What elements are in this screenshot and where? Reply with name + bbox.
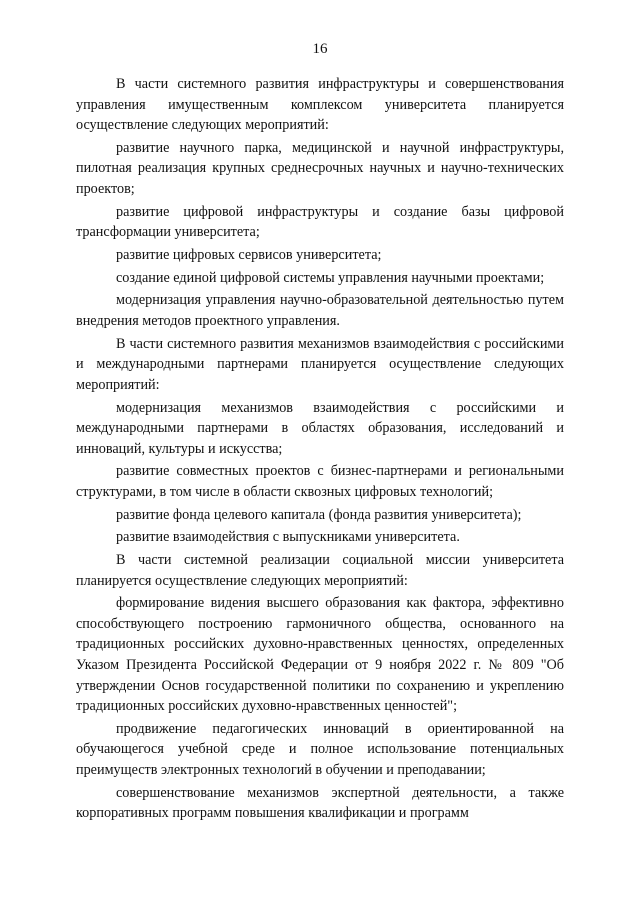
paragraph: модернизация управления научно-образовательной деятельностью путем внедрения методов проектного управления.: [76, 292, 564, 329]
paragraph: развитие совместных проектов с бизнес-партнерами и региональными структурами, в том числе в области сквозных цифровых технологий;: [76, 463, 564, 500]
paragraph: формирование видения высшего образования как фактора, эффективно способствующего построению гармоничного общества, основанного на традиционных российских духовно-нравственных ценностях, определенных Указом Президента Российской Федерации от 9 ноября 2022 г. № 809 "Об утверждении Основ государственной политики по сохранению и укреплению традиционных российских духовно-нравственных ценностей";: [76, 595, 564, 715]
paragraph: развитие научного парка, медицинской и научной инфраструктуры, пилотная реализация крупных среднесрочных научных и научно-технических проектов;: [76, 139, 564, 197]
page-number: 16: [312, 41, 328, 57]
paragraph: совершенствование механизмов экспертной деятельности, а также корпоративных программ повышения квалификации и программ: [76, 784, 564, 822]
paragraph: создание единой цифровой системы управления научными проектами;: [116, 269, 545, 286]
paragraph: развитие цифровых сервисов университета;: [116, 246, 382, 263]
paragraph: продвижение педагогических инноваций в ориентированной на обучающегося учебной среде и полное использование потенциальных преимуществ электронных технологий в обучении и преподавании;: [76, 720, 564, 778]
paragraph: В части системной реализации социальной миссии университета планируется осуществление следующих мероприятий:: [76, 552, 564, 589]
body-text: [76, 74, 564, 826]
paragraph: В части системного развития инфраструктуры и совершенствования управления имущественным комплексом университета планируется осуществление следующих мероприятий:: [76, 76, 564, 134]
paragraph: В части системного развития механизмов взаимодействия с российскими и международными партнерами планируется осуществление следующих мероприятий:: [76, 335, 564, 393]
paragraph: развитие взаимодействия с выпускниками университета.: [116, 529, 460, 546]
paragraph: развитие цифровой инфраструктуры и создание базы цифровой трансформации университета;: [76, 203, 564, 241]
paragraph: модернизация механизмов взаимодействия с российскими и международными партнерами в областях образования, исследований и инноваций, культуры и искусства;: [76, 399, 564, 457]
paragraph: развитие фонда целевого капитала (фонда развития университета);: [116, 506, 522, 523]
